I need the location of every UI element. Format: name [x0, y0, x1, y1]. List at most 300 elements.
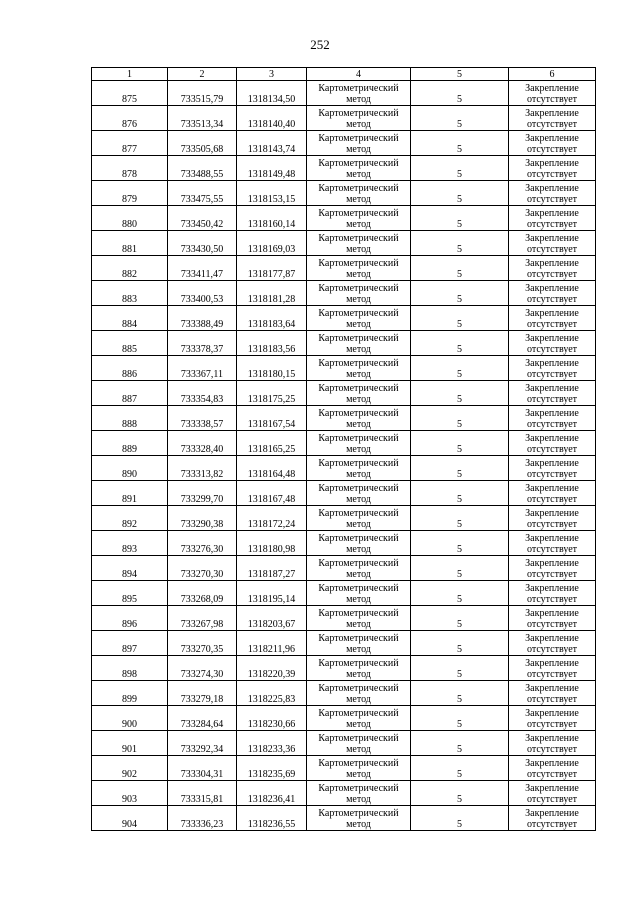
y-coordinate-cell: 1318187,27: [237, 556, 307, 581]
x-coordinate-cell: 733267,98: [168, 606, 237, 631]
method-line-2: метод: [346, 644, 371, 655]
table-body: [92, 81, 596, 831]
fixation-line-2: отсутствует: [526, 519, 578, 530]
point-number-cell: 887: [92, 381, 168, 406]
point-number-cell: 888: [92, 406, 168, 431]
method-line-2: метод: [346, 119, 371, 130]
column-header: 6: [509, 68, 596, 81]
fixation-line-2: отсутствует: [526, 619, 578, 630]
method-line-2: метод: [346, 169, 371, 180]
fixation-line-1: Закрепление: [525, 283, 579, 294]
table-row: [92, 256, 596, 281]
accuracy-cell: 5: [411, 356, 509, 381]
table-row: [92, 331, 596, 356]
point-number-cell: 884: [92, 306, 168, 331]
point-number-cell: 891: [92, 481, 168, 506]
method-line-1: Картометрический: [318, 533, 399, 544]
method-line-2: метод: [346, 369, 371, 380]
method-cell: [307, 756, 411, 781]
x-coordinate-cell: 733268,09: [168, 581, 237, 606]
fixation-cell: [509, 706, 596, 731]
x-coordinate-cell: 733304,31: [168, 756, 237, 781]
point-number-cell: 902: [92, 756, 168, 781]
method-line-1: Картометрический: [318, 658, 399, 669]
method-line-2: метод: [346, 419, 371, 430]
table-row: [92, 631, 596, 656]
fixation-line-2: отсутствует: [526, 219, 578, 230]
fixation-cell: [509, 281, 596, 306]
x-coordinate-cell: 733328,40: [168, 431, 237, 456]
x-coordinate-cell: 733400,53: [168, 281, 237, 306]
y-coordinate-cell: 1318183,56: [237, 331, 307, 356]
fixation-cell: [509, 106, 596, 131]
fixation-cell: [509, 506, 596, 531]
fixation-cell: [509, 306, 596, 331]
method-line-2: метод: [346, 619, 371, 630]
fixation-line-1: Закрепление: [525, 708, 579, 719]
point-number-cell: 895: [92, 581, 168, 606]
method-line-2: метод: [346, 219, 371, 230]
fixation-cell: [509, 181, 596, 206]
table-row: [92, 681, 596, 706]
accuracy-cell: 5: [411, 456, 509, 481]
fixation-cell: [509, 606, 596, 631]
method-line-2: метод: [346, 719, 371, 730]
table-row: [92, 356, 596, 381]
fixation-cell: [509, 556, 596, 581]
table-row: [92, 556, 596, 581]
accuracy-cell: 5: [411, 431, 509, 456]
y-coordinate-cell: 1318236,55: [237, 806, 307, 831]
x-coordinate-cell: 733290,38: [168, 506, 237, 531]
table-row: [92, 506, 596, 531]
method-cell: [307, 281, 411, 306]
table-row: [92, 606, 596, 631]
accuracy-cell: 5: [411, 331, 509, 356]
fixation-line-2: отсутствует: [526, 294, 578, 305]
fixation-line-1: Закрепление: [525, 633, 579, 644]
fixation-line-2: отсутствует: [526, 644, 578, 655]
fixation-cell: [509, 381, 596, 406]
method-line-2: метод: [346, 519, 371, 530]
x-coordinate-cell: 733279,18: [168, 681, 237, 706]
table-row: [92, 706, 596, 731]
method-cell: [307, 206, 411, 231]
accuracy-cell: 5: [411, 306, 509, 331]
fixation-cell: [509, 531, 596, 556]
fixation-line-1: Закрепление: [525, 258, 579, 269]
table-row: [92, 156, 596, 181]
y-coordinate-cell: 1318183,64: [237, 306, 307, 331]
y-coordinate-cell: 1318153,15: [237, 181, 307, 206]
coordinates-table: [91, 67, 596, 831]
y-coordinate-cell: 1318165,25: [237, 431, 307, 456]
fixation-line-1: Закрепление: [525, 158, 579, 169]
point-number-cell: 898: [92, 656, 168, 681]
accuracy-cell: 5: [411, 706, 509, 731]
y-coordinate-cell: 1318233,36: [237, 731, 307, 756]
method-cell: [307, 306, 411, 331]
accuracy-cell: 5: [411, 756, 509, 781]
x-coordinate-cell: 733276,30: [168, 531, 237, 556]
fixation-line-1: Закрепление: [525, 683, 579, 694]
x-coordinate-cell: 733292,34: [168, 731, 237, 756]
table-row: [92, 806, 596, 831]
y-coordinate-cell: 1318220,39: [237, 656, 307, 681]
x-coordinate-cell: 733270,30: [168, 556, 237, 581]
fixation-cell: [509, 656, 596, 681]
fixation-line-1: Закрепление: [525, 658, 579, 669]
method-cell: [307, 106, 411, 131]
method-cell: [307, 706, 411, 731]
fixation-cell: [509, 431, 596, 456]
method-cell: [307, 556, 411, 581]
point-number-cell: 889: [92, 431, 168, 456]
y-coordinate-cell: 1318236,41: [237, 781, 307, 806]
method-line-1: Картометрический: [318, 383, 399, 394]
fixation-line-2: отсутствует: [526, 544, 578, 555]
point-number-cell: 894: [92, 556, 168, 581]
point-number-cell: 881: [92, 231, 168, 256]
fixation-line-2: отсутствует: [526, 669, 578, 680]
method-line-2: метод: [346, 319, 371, 330]
fixation-line-1: Закрепление: [525, 383, 579, 394]
table-row: [92, 381, 596, 406]
fixation-line-2: отсутствует: [526, 244, 578, 255]
accuracy-cell: 5: [411, 806, 509, 831]
method-cell: [307, 731, 411, 756]
point-number-cell: 878: [92, 156, 168, 181]
method-line-1: Картометрический: [318, 183, 399, 194]
fixation-line-2: отсутствует: [526, 769, 578, 780]
fixation-line-2: отсутствует: [526, 344, 578, 355]
x-coordinate-cell: 733515,79: [168, 81, 237, 106]
method-line-2: метод: [346, 269, 371, 280]
y-coordinate-cell: 1318143,74: [237, 131, 307, 156]
point-number-cell: 904: [92, 806, 168, 831]
table-row: [92, 231, 596, 256]
fixation-line-2: отсутствует: [526, 269, 578, 280]
fixation-line-1: Закрепление: [525, 483, 579, 494]
fixation-cell: [509, 681, 596, 706]
method-line-1: Картометрический: [318, 683, 399, 694]
fixation-line-1: Закрепление: [525, 233, 579, 244]
fixation-line-1: Закрепление: [525, 133, 579, 144]
method-cell: [307, 681, 411, 706]
x-coordinate-cell: 733513,34: [168, 106, 237, 131]
fixation-cell: [509, 456, 596, 481]
y-coordinate-cell: 1318175,25: [237, 381, 307, 406]
accuracy-cell: 5: [411, 556, 509, 581]
method-line-1: Картометрический: [318, 158, 399, 169]
accuracy-cell: 5: [411, 581, 509, 606]
method-line-2: метод: [346, 744, 371, 755]
fixation-cell: [509, 806, 596, 831]
method-line-1: Картометрический: [318, 458, 399, 469]
y-coordinate-cell: 1318180,15: [237, 356, 307, 381]
x-coordinate-cell: 733274,30: [168, 656, 237, 681]
accuracy-cell: 5: [411, 206, 509, 231]
method-line-2: метод: [346, 669, 371, 680]
fixation-line-1: Закрепление: [525, 308, 579, 319]
method-cell: [307, 431, 411, 456]
column-header: 4: [307, 68, 411, 81]
point-number-cell: 883: [92, 281, 168, 306]
method-line-1: Картометрический: [318, 808, 399, 819]
y-coordinate-cell: 1318167,48: [237, 481, 307, 506]
table-row: [92, 531, 596, 556]
method-line-1: Картометрический: [318, 283, 399, 294]
table-row: [92, 656, 596, 681]
column-header: 3: [237, 68, 307, 81]
method-line-1: Картометрический: [318, 708, 399, 719]
table-row: [92, 431, 596, 456]
table-row: [92, 781, 596, 806]
fixation-line-1: Закрепление: [525, 533, 579, 544]
method-line-2: метод: [346, 144, 371, 155]
method-cell: [307, 481, 411, 506]
method-cell: [307, 581, 411, 606]
fixation-line-1: Закрепление: [525, 208, 579, 219]
x-coordinate-cell: 733338,57: [168, 406, 237, 431]
x-coordinate-cell: 733354,83: [168, 381, 237, 406]
fixation-line-2: отсутствует: [526, 444, 578, 455]
method-line-1: Картометрический: [318, 758, 399, 769]
point-number-cell: 880: [92, 206, 168, 231]
page-number: 252: [310, 37, 330, 52]
method-line-1: Картометрический: [318, 608, 399, 619]
table-row: [92, 281, 596, 306]
table-row: [92, 756, 596, 781]
y-coordinate-cell: 1318230,66: [237, 706, 307, 731]
table-row: [92, 456, 596, 481]
y-coordinate-cell: 1318203,67: [237, 606, 307, 631]
method-line-2: метод: [346, 794, 371, 805]
method-line-1: Картометрический: [318, 308, 399, 319]
accuracy-cell: 5: [411, 181, 509, 206]
table-row: [92, 206, 596, 231]
y-coordinate-cell: 1318169,03: [237, 231, 307, 256]
fixation-cell: [509, 756, 596, 781]
point-number-cell: 876: [92, 106, 168, 131]
accuracy-cell: 5: [411, 281, 509, 306]
fixation-line-1: Закрепление: [525, 583, 579, 594]
method-line-2: метод: [346, 769, 371, 780]
y-coordinate-cell: 1318195,14: [237, 581, 307, 606]
table-header-row: [92, 68, 596, 81]
x-coordinate-cell: 733284,64: [168, 706, 237, 731]
accuracy-cell: 5: [411, 656, 509, 681]
fixation-line-1: Закрепление: [525, 83, 579, 94]
method-line-1: Картометрический: [318, 208, 399, 219]
accuracy-cell: 5: [411, 531, 509, 556]
point-number-cell: 899: [92, 681, 168, 706]
method-line-2: метод: [346, 244, 371, 255]
method-cell: [307, 406, 411, 431]
column-header: 1: [92, 68, 168, 81]
point-number-cell: 875: [92, 81, 168, 106]
table-row: [92, 306, 596, 331]
x-coordinate-cell: 733315,81: [168, 781, 237, 806]
fixation-cell: [509, 631, 596, 656]
fixation-line-1: Закрепление: [525, 433, 579, 444]
fixation-line-2: отсутствует: [526, 744, 578, 755]
fixation-line-2: отсутствует: [526, 569, 578, 580]
method-cell: [307, 781, 411, 806]
fixation-line-2: отсутствует: [526, 119, 578, 130]
method-line-2: метод: [346, 94, 371, 105]
method-cell: [307, 81, 411, 106]
fixation-line-2: отсутствует: [526, 194, 578, 205]
column-header: 5: [411, 68, 509, 81]
accuracy-cell: 5: [411, 631, 509, 656]
fixation-line-1: Закрепление: [525, 783, 579, 794]
fixation-line-2: отсутствует: [526, 794, 578, 805]
method-line-1: Картометрический: [318, 733, 399, 744]
x-coordinate-cell: 733505,68: [168, 131, 237, 156]
fixation-line-2: отсутствует: [526, 694, 578, 705]
accuracy-cell: 5: [411, 606, 509, 631]
method-line-1: Картометрический: [318, 783, 399, 794]
fixation-cell: [509, 356, 596, 381]
method-cell: [307, 806, 411, 831]
fixation-line-2: отсутствует: [526, 719, 578, 730]
method-line-1: Картометрический: [318, 583, 399, 594]
accuracy-cell: 5: [411, 381, 509, 406]
fixation-cell: [509, 331, 596, 356]
method-line-2: метод: [346, 594, 371, 605]
method-line-1: Картометрический: [318, 408, 399, 419]
fixation-line-2: отсутствует: [526, 594, 578, 605]
table-row: [92, 81, 596, 106]
fixation-line-2: отсутствует: [526, 419, 578, 430]
y-coordinate-cell: 1318172,24: [237, 506, 307, 531]
fixation-line-2: отсутствует: [526, 469, 578, 480]
accuracy-cell: 5: [411, 106, 509, 131]
method-line-1: Картометрический: [318, 258, 399, 269]
x-coordinate-cell: 733270,35: [168, 631, 237, 656]
fixation-cell: [509, 781, 596, 806]
method-line-1: Картометрический: [318, 483, 399, 494]
fixation-line-2: отсутствует: [526, 169, 578, 180]
x-coordinate-cell: 733336,23: [168, 806, 237, 831]
method-line-1: Картометрический: [318, 333, 399, 344]
y-coordinate-cell: 1318180,98: [237, 531, 307, 556]
accuracy-cell: 5: [411, 506, 509, 531]
point-number-cell: 886: [92, 356, 168, 381]
method-line-1: Картометрический: [318, 433, 399, 444]
table-row: [92, 406, 596, 431]
point-number-cell: 893: [92, 531, 168, 556]
point-number-cell: 879: [92, 181, 168, 206]
fixation-line-2: отсутствует: [526, 319, 578, 330]
accuracy-cell: 5: [411, 406, 509, 431]
fixation-line-1: Закрепление: [525, 183, 579, 194]
method-line-1: Картометрический: [318, 508, 399, 519]
method-line-2: метод: [346, 444, 371, 455]
fixation-line-1: Закрепление: [525, 333, 579, 344]
accuracy-cell: 5: [411, 481, 509, 506]
fixation-line-1: Закрепление: [525, 558, 579, 569]
fixation-cell: [509, 481, 596, 506]
accuracy-cell: 5: [411, 731, 509, 756]
accuracy-cell: 5: [411, 231, 509, 256]
method-line-1: Картометрический: [318, 558, 399, 569]
method-line-2: метод: [346, 694, 371, 705]
x-coordinate-cell: 733367,11: [168, 356, 237, 381]
fixation-cell: [509, 156, 596, 181]
method-line-2: метод: [346, 544, 371, 555]
point-number-cell: 892: [92, 506, 168, 531]
method-cell: [307, 181, 411, 206]
y-coordinate-cell: 1318149,48: [237, 156, 307, 181]
fixation-cell: [509, 231, 596, 256]
fixation-cell: [509, 731, 596, 756]
method-line-2: метод: [346, 819, 371, 830]
y-coordinate-cell: 1318140,40: [237, 106, 307, 131]
fixation-cell: [509, 131, 596, 156]
method-cell: [307, 656, 411, 681]
table-row: [92, 181, 596, 206]
point-number-cell: 877: [92, 131, 168, 156]
method-cell: [307, 531, 411, 556]
table-row: [92, 131, 596, 156]
point-number-cell: 885: [92, 331, 168, 356]
fixation-line-1: Закрепление: [525, 458, 579, 469]
method-line-1: Картометрический: [318, 233, 399, 244]
x-coordinate-cell: 733450,42: [168, 206, 237, 231]
table-row: [92, 481, 596, 506]
x-coordinate-cell: 733313,82: [168, 456, 237, 481]
x-coordinate-cell: 733411,47: [168, 256, 237, 281]
accuracy-cell: 5: [411, 131, 509, 156]
point-number-cell: 890: [92, 456, 168, 481]
table-row: [92, 581, 596, 606]
method-cell: [307, 456, 411, 481]
accuracy-cell: 5: [411, 256, 509, 281]
method-cell: [307, 506, 411, 531]
table-row: [92, 106, 596, 131]
method-cell: [307, 231, 411, 256]
method-cell: [307, 356, 411, 381]
fixation-line-2: отсутствует: [526, 819, 578, 830]
point-number-cell: 901: [92, 731, 168, 756]
x-coordinate-cell: 733475,55: [168, 181, 237, 206]
point-number-cell: 900: [92, 706, 168, 731]
fixation-line-1: Закрепление: [525, 108, 579, 119]
accuracy-cell: 5: [411, 781, 509, 806]
method-line-2: метод: [346, 294, 371, 305]
table-row: [92, 731, 596, 756]
method-line-1: Картометрический: [318, 108, 399, 119]
fixation-line-1: Закрепление: [525, 608, 579, 619]
fixation-line-2: отсутствует: [526, 144, 578, 155]
fixation-line-1: Закрепление: [525, 733, 579, 744]
method-line-2: метод: [346, 469, 371, 480]
x-coordinate-cell: 733299,70: [168, 481, 237, 506]
method-line-1: Картометрический: [318, 633, 399, 644]
x-coordinate-cell: 733388,49: [168, 306, 237, 331]
method-cell: [307, 256, 411, 281]
method-line-2: метод: [346, 494, 371, 505]
method-line-2: метод: [346, 569, 371, 580]
point-number-cell: 897: [92, 631, 168, 656]
fixation-cell: [509, 206, 596, 231]
x-coordinate-cell: 733488,55: [168, 156, 237, 181]
method-line-2: метод: [346, 194, 371, 205]
method-line-1: Картометрический: [318, 133, 399, 144]
method-cell: [307, 331, 411, 356]
